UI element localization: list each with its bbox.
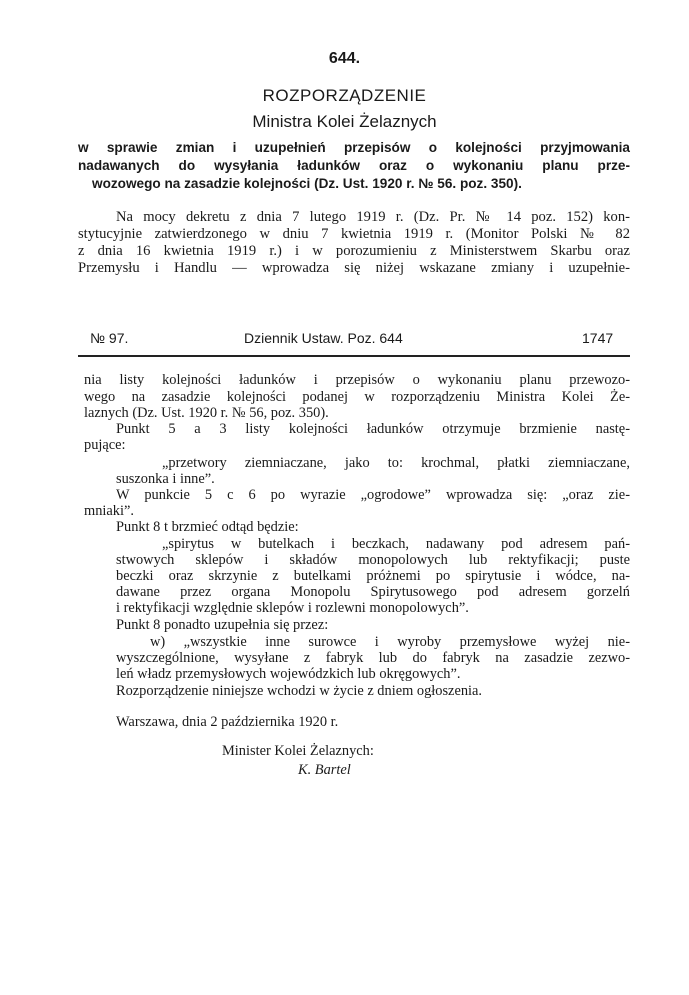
body-line: mniaki”. xyxy=(84,503,134,519)
body-line: Punkt 8 ponadto uzupełnia się przez: xyxy=(116,617,329,633)
quote-line: „spirytus w butelkach i beczkach, nadawany pod adresem pań- xyxy=(162,536,630,552)
body-line: wego na zasadzie kolejności podanej w rozporządzeniu Ministra Kolei Że- xyxy=(84,389,630,405)
quote-line: dawane przez organa Monopolu Spirytusowego pod adresem gorzelń xyxy=(116,584,630,600)
decree-heading-line: wozowego na zasadzie kolejności (Dz. Ust. 1920 r. № 56. poz. 350). xyxy=(92,176,522,191)
quote-line: w) „wszystkie inne surowce i wyroby przemysłowe wyżej nie- xyxy=(150,634,630,650)
body-line: pujące: xyxy=(84,437,126,453)
quote-line: leń władz przemysłowych wojewódzkich lub okręgowych”. xyxy=(116,666,461,682)
body-line: nia listy kolejności ładunków i przepisów o wykonaniu planu przewozo- xyxy=(84,372,630,388)
page-number: 644. xyxy=(328,50,361,67)
date-line: Warszawa, dnia 2 października 1920 r. xyxy=(116,714,339,730)
body-line: W punkcie 5 c 6 po wyrazie „ogrodowe” wprowadza się: „oraz zie- xyxy=(116,487,630,503)
quote-line: beczki oraz skrzynie z butelkami próżnemi po spirytusie i wódce, na- xyxy=(116,568,630,584)
signatory-name: K. Bartel xyxy=(298,762,351,778)
decree-heading-line: nadawanych do wysyłania ładunków oraz o wykonaniu planu prze- xyxy=(78,158,630,173)
decree-issuer: Ministra Kolei Żelaznych xyxy=(252,112,437,131)
quote-line: wyszczególnione, wysyłane z fabryk lub do fabryk na zasadzie zezwo- xyxy=(116,650,630,666)
header-rule xyxy=(78,355,630,357)
quote-line: „przetwory ziemniaczane, jako to: krochmal, płatki ziemniaczane, xyxy=(162,455,630,471)
intro-line: Przemysłu i Handlu — wprowadza się niżej wskazane zmiany i uzupełnie- xyxy=(78,260,630,276)
issue-number: № 97. xyxy=(90,330,129,346)
body-line: Punkt 8 t brzmieć odtąd będzie: xyxy=(116,519,299,535)
quote-line: suszonka i inne”. xyxy=(116,471,215,487)
intro-line: z dnia 16 kwietnia 1919 r.) i w porozumieniu z Ministerstwem Skarbu oraz xyxy=(78,243,630,259)
body-line: Rozporządzenie niniejsze wchodzi w życie z dniem ogłoszenia. xyxy=(116,683,483,699)
signatory-title: Minister Kolei Żelaznych: xyxy=(222,743,374,759)
decree-heading-line: w sprawie zmian i uzupełnień przepisów o kolejności przyjmowania xyxy=(78,140,630,155)
journal-reference: Dziennik Ustaw. Poz. 644 xyxy=(244,330,403,346)
decree-title: ROZPORZĄDZENIE xyxy=(262,86,427,105)
intro-line: stytucyjnie zatwierdzonego w dniu 7 kwietnia 1919 r. (Monitor Polski № 82 xyxy=(78,226,630,242)
body-line: Punkt 5 a 3 listy kolejności ładunków otrzymuje brzmienie nastę- xyxy=(116,421,630,437)
page-folio: 1747 xyxy=(582,330,614,346)
quote-line: i rektyfikacji względnie sklepów i rozlewni monopolowych”. xyxy=(116,600,469,616)
intro-line: Na mocy dekretu z dnia 7 lutego 1919 r. (Dz. Pr. № 14 poz. 152) kon- xyxy=(116,209,630,225)
body-line: laznych (Dz. Ust. 1920 r. № 56, poz. 350). xyxy=(84,405,329,421)
quote-line: stwowych sklepów i składów monopolowych lub rektyfikacji; puste xyxy=(116,552,630,568)
